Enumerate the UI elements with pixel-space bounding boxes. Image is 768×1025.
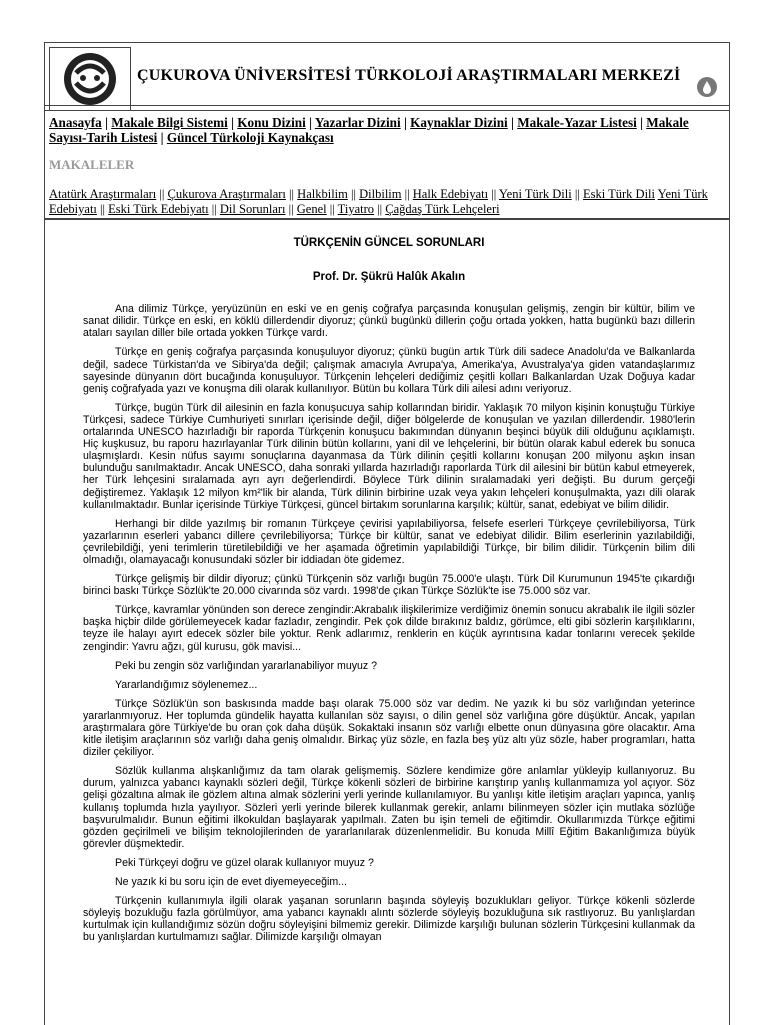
nav-makale-bilgi-sistemi[interactable]: Makale Bilgi Sistemi [111,115,228,130]
cu-logo-icon[interactable] [62,51,118,107]
article-question: Peki bu zengin söz varlığından yararlanabiliyor muyuz ? [115,659,378,672]
nav-makale-sayisi-tarih-listesi[interactable]: Makale Sayısı-Tarih Listesi [49,115,689,145]
article-question: Peki Türkçeyi doğru ve güzel olarak kullanıyor muyuz ? [115,856,374,869]
cat-eski-turk-dili[interactable]: Eski Türk Dili [583,187,655,201]
article-paragraph: Türkçe, bugün Türk dil ailesinin en fazla konuşucuya sahip kollarından biridir. Yaklaşık 70 milyon kişinin konuştuğu Türkiye Türkçesi, sadece Türkiye Cumhuriyeti sınırları içerisinde değil, diğer bölgelerde de konuşulan ve yazılan dillerdendir. 1980'lerin ortalarında UNESCO hazırladığı bir raporda Türkçenin konuşucu bakımından dünyanın beşinci büyük dili olduğunu açıklamıştı. Hiç kuşkusuz, bu raporu hazırlayanlar Türk dilinin bütün kollarını, yani dil ve lehçelerini, bir bütün olarak kabul ederek bu sonuca ulaşmışlardı. Kesin nüfus sayımı sonuçlarına dayanmasa da Türk dilinin çeşitli kollarını konuşan 200 milyonu aşkın insan bulunduğu sanılmaktadır. Ancak UNESCO, daha sonraki yıllarda hazırladığı raporlarda Türk dil ailesini bir bütün kabul etmeyerek, her Türk lehçesini sıralamada ayrı ayrı değerlendirdi. Böylece Türk dilinin sıralamadaki yeri değişti. Bu durum gerçeği değiştiremez. Yaklaşık 12 milyon km²'lik bir alanda, Türk dilinin birbirine uzak veya yakın lehçeleri konuşulmakta, yazı dili olarak kullanılmaktadır. Bunlar içerisinde Türkiye Türkçesi, güncel birtakım sorunlarına karşılık; kültür, sanat, edebiyat ve bilim dilidir. [83,401,695,511]
nav-anasayfa[interactable]: Anasayfa [49,115,102,130]
article-container [44,218,730,1025]
article-answer: Yararlandığımız söylenemez... [115,678,258,691]
article-paragraph: Türkçe en geniş coğrafya parçasında konuşuluyor diyoruz; çünkü bugün artık Türk dili sadece Anadolu'da ve Balkanlarda değil, sadece Türkistan'da ve Sibirya'da değil; çalışmak amacıyla Avrupa'ya, Amerika'ya, Avustralya'ya giden vatandaşlarımız sayesinde dünyanın dört bucağında konuşuluyor. Türkçenin lehçeleri dediğimiz çeşitli kolları Balkanlardan Uzak Doğuya kadar geniş coğrafyada yazı ve konuşma dili olarak kullanılıyor. Bütün bu kollara Türk dili ailesi adını veriyoruz. [83,346,695,395]
article-paragraph: Türkçenin kullanımıyla ilgili olarak yaşanan sorunların başında söyleyiş bozuklukları geliyor. Türkçe kökenli sözlerde söyleyiş bozukluğu fazla görülmüyor, ama yabancı kaynaklı alıntı sözlerde söyleyiş bozukluğuna sık rastlıyoruz. Bu yanlışlardan kurtulmak için kullandığımız sözün doğru söyleyişini bilmemiz gerekir. Dilimizde karşılığı bulunan sözlerin Türkçesini kullanmak da bu yanlışlardan kurtulmamızı sağlar. Dilimizde karşılığı olmayan [83,895,695,944]
category-links: Atatürk Araştırmaları || Çukurova Araştırmaları || Halkbilim || Dilbilim || Halk Edebiyatı || Yeni Türk Dili || Eski Türk Dili Yeni Türk Edebiyatı || Eski Türk Edebiyatı || Dil Sorunları || Genel || Tiyatro || Çağdaş Türk Lehçeleri [49,187,708,216]
nav-guncel-turkoloji-kaynakcasi[interactable]: Güncel Türkoloji Kaynakçası [166,130,334,145]
cat-cagdas-turk-lehceleri[interactable]: Çağdaş Türk Lehçeleri [385,202,500,216]
cat-halkbilim[interactable]: Halkbilim [297,187,348,201]
cat-tiyatro[interactable]: Tiyatro [337,202,375,216]
nav-makale-yazar-listesi[interactable]: Makale-Yazar Listesi [517,115,637,130]
article-paragraph: Ana dilimiz Türkçe, yeryüzünün en eski ve en geniş coğrafya parçasında konuşulan gelişmiş, zengin bir kültür, bilim ve sanat dilidir. Türkçe en eski, en köklü dillerdendir diyoruz; çünkü bugünkü dillerin çoğu ortada yokken, hatta bugünkü bazı dillerin ataları sayılan diller bile ortada yokken Türkçe vardı. [83,303,695,340]
cat-yeni-turk-dili[interactable]: Yeni Türk Dili [498,187,572,201]
site-frame [44,42,730,220]
article-author: Prof. Dr. Şükrü Halûk Akalın [312,271,466,284]
article-title: TÜRKÇENİN GÜNCEL SORUNLARI [293,237,485,249]
cat-halk-edebiyati[interactable]: Halk Edebiyatı [412,187,489,201]
cat-dil-sorunlari[interactable]: Dil Sorunları [219,202,286,216]
cat-genel[interactable]: Genel [296,202,327,216]
article-paragraph: Herhangi bir dilde yazılmış bir romanın Türkçeye çevirisi yapılabiliyorsa, felsefe eserleri Türkçeye çevrilebiliyorsa, Türk yazarlarının eserleri yabancı dillere çevrilebiliyorsa; Türkçe bir kültür, sanat ve edebiyat dilidir. Bilim eserlerinin yazılabildiği, çevrilebildiği, yeni terimlerin türetilebildiği ve her aşamada öğretimin yapılabildiği Türkçe, bir bilim dilidir. Türkçenin bilim dili olmadığı, olamayacağı konusundaki sözler bir iddiadan öte gidemez. [83,517,695,566]
article-paragraph: Sözlük kullanma alışkanlığımız da tam olarak gelişmemiş. Sözlere kendimize göre anlamlar yükleyip kullanıyoruz. Bu durum, yalnızca yabancı kaynaklı sözleri değil, Türkçe kökenli sözleri de birbirine karıştırıp yanlış kullanmamıza yol açıyor. Söz gelişi gözaltına almak ile gözlem altına almak sözlerini yerli yerinde kullanılamıyor. Bu yanlışı kitle iletişim araçları yapınca, yanlış kullanış toplumda hızla yayılıyor. Sözleri yerli yerinde bilerek kullanmak gerekir, anlamı bilinmeyen sözler için mutlaka sözlüğe başvurulmalıdır. Bunun eğitimi ilkokuldan başlayarak yapılmalı. Zaten bu işin temeli de eğitimdir. Okullarımızda Türkçe eğitimi gözden geçirilmeli ve bilişim teknolojilerinden de yararlanılarak düzenlenmelidir. Bu konuda Millî Eğitim Bakanlığımıza büyük görevler düşmektedir. [83,765,695,850]
drop-icon [697,77,717,97]
logo-cell [49,47,131,111]
article-paragraph: Türkçe, kavramlar yönünden son derece zengindir:Akrabalık ilişkilerimize verdiğimiz önemin sonucu akrabalık ile ilgili sözler başka hiçbir dilde görülemeyecek kadar fazladır, zengindir. Pek çok dilde bırakınız baldız, görümce, elti gibi sözlerin karşılıklarını, teyze ile halayı ayırt edecek sözler bile yoktur. Renk adlarımız, renklerin en küçük ayrıntısına kadar tonlarını verecek şekilde zengindir: Yavru ağzı, gül kurusu, gök mavisi... [83,604,695,653]
site-header [45,43,729,106]
site-title: ÇUKUROVA ÜNİVERSİTESİ TÜRKOLOJİ ARAŞTIRMALARI MERKEZİ [137,67,681,84]
nav-yazarlar-dizini[interactable]: Yazarlar Dizini [314,115,401,130]
article-paragraph: Türkçe Sözlük'ün son baskısında madde başı olarak 75.000 söz var dedim. Ne yazık ki bu söz varlığından yeterince yararlanmıyoruz. Her toplumda gündelik hayatta kullanılan söz sayısı, o dilin genel söz varlığına göre düşüktür. Ancak, yapılan araştırmalara göre Türkiye'de bu oran çok daha düşük. Sokaktaki insanın söz varlığı elbette onun dünyasına göre olacaktır. Ama kitle iletişim araçlarının söz varlığı daha geniş olmalıdır. Birkaç yüz sözle, en fazla beş yüz altı yüz sözle, haber programları, hatta diziler çekiliyor. [83,697,695,759]
nav-kaynaklar-dizini[interactable]: Kaynaklar Dizini [410,115,508,130]
cat-eski-turk-edebiyati[interactable]: Eski Türk Edebiyatı [108,202,209,216]
cat-dilbilim[interactable]: Dilbilim [359,187,402,201]
nav-konu-dizini[interactable]: Konu Dizini [237,115,306,130]
article-paragraph: Türkçe gelişmiş bir dildir diyoruz; çünkü Türkçenin söz varlığı bugün 75.000'e ulaştı. Türk Dil Kurumunun 1945'te çıkardığı birinci baskı Türkçe Sözlük'te 20.000 civarında söz vardı. 1998'de çıkan Türkçe Sözlük'te ise 75.000 söz var. [83,573,695,598]
cat-yeni-turk-edebiyati[interactable]: Yeni Türk Edebiyatı [49,187,708,216]
cat-ataturk-arastirmalari[interactable]: Atatürk Araştırmaları [49,187,157,201]
article [83,219,695,951]
section-label: MAKALELER [49,157,135,172]
cat-cukurova-arastirmalari[interactable]: Çukurova Araştırmaları [167,187,286,201]
main-nav: Anasayfa | Makale Bilgi Sistemi | Konu Dizini | Yazarlar Dizini | Kaynaklar Dizini | Makale-Yazar Listesi | Makale Sayısı-Tarih Listesi | Güncel Türkoloji Kaynakçası [45,110,729,149]
article-answer: Ne yazık ki bu soru için de evet diyemeyeceğim... [115,876,347,889]
